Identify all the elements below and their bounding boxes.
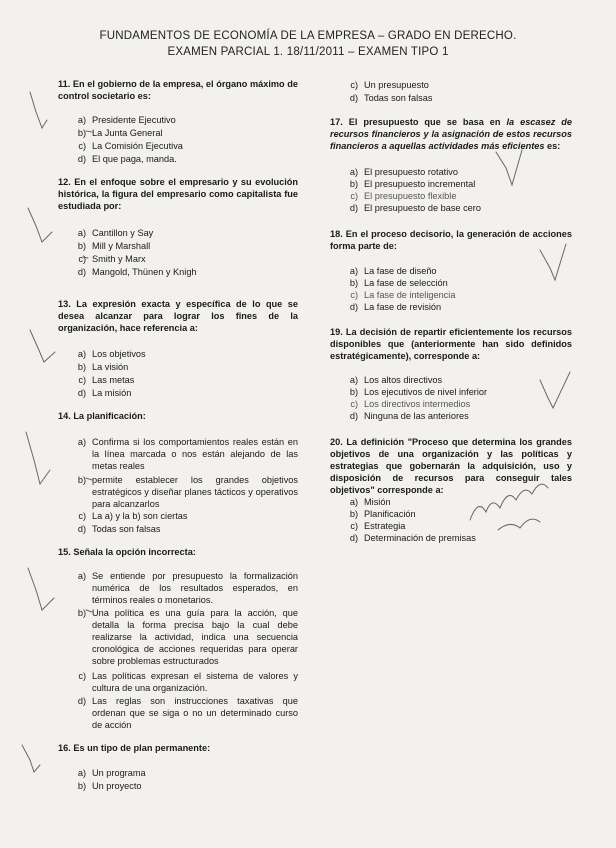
- option-text: El presupuesto rotativo: [364, 167, 458, 177]
- option-text: Los objetivos: [92, 349, 146, 359]
- option-letter: a): [77, 768, 86, 778]
- option-letter: b): [349, 387, 358, 397]
- check-mark: [26, 432, 50, 484]
- option[interactable]: [330, 289, 570, 301]
- option-text: Ninguna de las anteriores: [364, 411, 469, 421]
- option-text: Las reglas son instrucciones taxativas que ordenan que se siga o no un determinado curso de acción: [92, 696, 298, 730]
- option-letter: d): [77, 267, 86, 277]
- check-mark: [28, 568, 54, 610]
- option[interactable]: [58, 114, 298, 126]
- option-text: Misión: [364, 497, 391, 507]
- option-letter: a): [349, 167, 358, 177]
- option[interactable]: [58, 253, 298, 265]
- option-letter: d): [77, 524, 86, 534]
- option-text: Smith y Marx: [92, 254, 146, 264]
- option-letter: b): [349, 179, 358, 189]
- option-text: Estrategia: [364, 521, 406, 531]
- option-text: El presupuesto de base cero: [364, 203, 481, 213]
- option-letter: d): [77, 388, 86, 398]
- option-letter: a): [77, 349, 86, 359]
- option-letter: a): [349, 266, 358, 276]
- option-letter: c): [78, 254, 86, 264]
- option[interactable]: [58, 227, 298, 239]
- option-letter: d): [77, 696, 86, 706]
- check-mark: [30, 92, 47, 128]
- option[interactable]: [330, 398, 570, 410]
- option[interactable]: [330, 386, 570, 398]
- question-text: 16. Es un tipo de plan permanente:: [58, 743, 211, 753]
- option-text: La a) y la b) son ciertas: [92, 511, 188, 521]
- check-mark: [28, 208, 52, 242]
- option[interactable]: [58, 240, 298, 252]
- check-mark: [30, 330, 55, 362]
- right-column: [330, 0, 572, 848]
- option-text: Una política es una guía para la acción, que detalla la forma precisa bajo la cual debe realizarse la actividad, indica una secuencia cronológica de acciones requeridas para operar sobre problemas estructurados: [92, 608, 298, 666]
- check-mark: [22, 745, 40, 772]
- option[interactable]: [58, 474, 298, 510]
- option-text: Un programa: [92, 768, 146, 778]
- exam-subtitle: EXAMEN PARCIAL 1. 18/11/2011 – EXAMEN TIPO 1: [167, 46, 449, 58]
- option-letter: b): [77, 241, 86, 251]
- question-12: [58, 176, 298, 212]
- option-text: Todas son falsas: [364, 93, 433, 103]
- option[interactable]: [58, 387, 298, 399]
- exam-title: FUNDAMENTOS DE ECONOMÍA DE LA EMPRESA – GRADO EN DERECHO.: [99, 30, 517, 42]
- question-text: 19. La decisión de repartir eficientemente los recursos disponibles que (anteriormente han sido definidos estratégicamente), corresponde a:: [330, 327, 572, 361]
- option-text: Todas son falsas: [92, 524, 161, 534]
- option[interactable]: [58, 670, 298, 694]
- question-15: [58, 546, 298, 558]
- question-text-end: es:: [544, 141, 561, 151]
- option-text: Un proyecto: [92, 781, 142, 791]
- option[interactable]: [330, 178, 570, 190]
- question-20: [330, 436, 572, 496]
- option-letter: c): [350, 290, 358, 300]
- option-letter: b): [77, 608, 86, 618]
- option-text: Las metas: [92, 375, 135, 385]
- question-17: [330, 116, 572, 152]
- option-letter: c): [78, 141, 86, 151]
- option-letter: c): [350, 399, 358, 409]
- option-letter: b): [77, 362, 86, 372]
- option-text: Mill y Marshall: [92, 241, 151, 251]
- option-letter: a): [77, 437, 86, 447]
- option-text: Los ejecutivos de nivel inferior: [364, 387, 488, 397]
- option[interactable]: [58, 436, 298, 472]
- option-text: Confirma si los comportamientos reales están en la línea marcada o nos están alejando de las metas reales: [92, 437, 298, 471]
- option-text: Se entiende por presupuesto la formalización numérica de los resultados esperados, en términos reales o monetarios.: [92, 571, 298, 605]
- option-text: La fase de diseño: [364, 266, 437, 276]
- option-letter: d): [349, 93, 358, 103]
- option-text: Las políticas expresan el sistema de valores y cultura de una organización.: [92, 671, 298, 693]
- option-letter: b): [77, 781, 86, 791]
- option-letter: d): [349, 302, 358, 312]
- option-letter: d): [349, 411, 358, 421]
- question-11: [58, 78, 298, 102]
- option-letter: b): [349, 278, 358, 288]
- question-14: [58, 410, 298, 422]
- option-text: permite establecer los grandes objetivos estratégicos y diseñar planes tácticos y operativos para alcanzarlos: [92, 475, 298, 509]
- option-text: La Junta General: [92, 128, 163, 138]
- option[interactable]: [58, 607, 298, 667]
- option[interactable]: [330, 265, 570, 277]
- option-text: La fase de revisión: [364, 302, 442, 312]
- option-text: Presidente Ejecutivo: [92, 115, 176, 125]
- option-letter: d): [349, 533, 358, 543]
- option-text: El presupuesto flexible: [364, 191, 457, 201]
- option[interactable]: [58, 266, 298, 278]
- option-letter: a): [77, 571, 86, 581]
- question-19: [330, 326, 572, 362]
- question-text: 18. En el proceso decisorio, la generación de acciones forma parte de:: [330, 229, 572, 251]
- question-text: 13. La expresión exacta y específica de lo que se desea alcanzar para lograr los fines de la organización, hace referencia a:: [58, 299, 298, 333]
- option[interactable]: [58, 140, 298, 152]
- question-text: 15. Señala la opción incorrecta:: [58, 547, 196, 557]
- option-letter: b): [77, 128, 86, 138]
- option-text: La fase de inteligencia: [364, 290, 456, 300]
- option-letter: a): [349, 497, 358, 507]
- option-letter: c): [78, 511, 86, 521]
- question-13: [58, 298, 298, 334]
- option[interactable]: [58, 767, 298, 779]
- option[interactable]: [330, 301, 570, 313]
- option-letter: d): [349, 203, 358, 213]
- option-text: Determinación de premisas: [364, 533, 476, 543]
- option[interactable]: [330, 166, 570, 178]
- option-letter: c): [350, 80, 358, 90]
- option[interactable]: [330, 520, 570, 532]
- question-text-start: 17. El presupuesto que se basa en: [330, 117, 507, 127]
- question-18: [330, 228, 572, 252]
- option[interactable]: [330, 92, 570, 104]
- question-text: 12. En el enfoque sobre el empresario y su evolución histórica, la figura del empresario como capitalista fue estudiada por:: [58, 177, 298, 211]
- option-letter: b): [349, 509, 358, 519]
- question-text: [330, 116, 572, 152]
- option[interactable]: [58, 523, 298, 535]
- option-letter: a): [349, 375, 358, 385]
- option-letter: c): [350, 521, 358, 531]
- option-text: Planificación: [364, 509, 416, 519]
- question-16: [58, 742, 298, 754]
- option-letter: c): [78, 671, 86, 681]
- option[interactable]: [58, 348, 298, 360]
- option[interactable]: [330, 496, 570, 508]
- option-text: La Comisión Ejecutiva: [92, 141, 183, 151]
- option[interactable]: [58, 153, 298, 165]
- option-text: Los altos directivos: [364, 375, 443, 385]
- option-text: El que paga, manda.: [92, 154, 177, 164]
- option[interactable]: [58, 510, 298, 522]
- option[interactable]: [58, 780, 298, 792]
- question-text: 11. En el gobierno de la empresa, el órgano máximo de control societario es:: [58, 79, 298, 101]
- option-text: Mangold, Thünen y Knigh: [92, 267, 197, 277]
- option-text: El presupuesto incremental: [364, 179, 476, 189]
- option-text: La misión: [92, 388, 132, 398]
- option-letter: c): [350, 191, 358, 201]
- option[interactable]: [330, 79, 570, 91]
- question-text: 14. La planificación:: [58, 411, 146, 421]
- option[interactable]: [330, 410, 570, 422]
- option-text: Un presupuesto: [364, 80, 429, 90]
- option[interactable]: [58, 374, 298, 386]
- option[interactable]: [58, 570, 298, 606]
- option[interactable]: [330, 532, 570, 544]
- option-letter: d): [77, 154, 86, 164]
- left-column: [58, 0, 298, 848]
- option-text: La fase de selección: [364, 278, 448, 288]
- option[interactable]: [58, 361, 298, 373]
- option[interactable]: [58, 695, 298, 731]
- question-text: 20. La definición "Proceso que determina los grandes objetivos de una organización y las políticas y estrategias que gobernarán la adquisición, uso y disposición de recursos para conseguir tales objetivos" corresponde a:: [330, 437, 572, 495]
- option-letter: a): [77, 115, 86, 125]
- option[interactable]: [330, 190, 570, 202]
- option-text: Cantillon y Say: [92, 228, 154, 238]
- option-text: La visión: [92, 362, 129, 372]
- option[interactable]: [330, 374, 570, 386]
- option-text: Los directivos intermedios: [364, 399, 471, 409]
- option[interactable]: [330, 508, 570, 520]
- option-letter: c): [78, 375, 86, 385]
- question-text-italic: la escasez de recursos financieros y la asignación de estos recursos financieros a aquellas actividades más eficientes: [330, 117, 573, 151]
- option-letter: a): [77, 228, 86, 238]
- option[interactable]: [330, 277, 570, 289]
- option[interactable]: [330, 202, 570, 214]
- option[interactable]: [58, 127, 298, 139]
- option-letter: b): [77, 475, 86, 485]
